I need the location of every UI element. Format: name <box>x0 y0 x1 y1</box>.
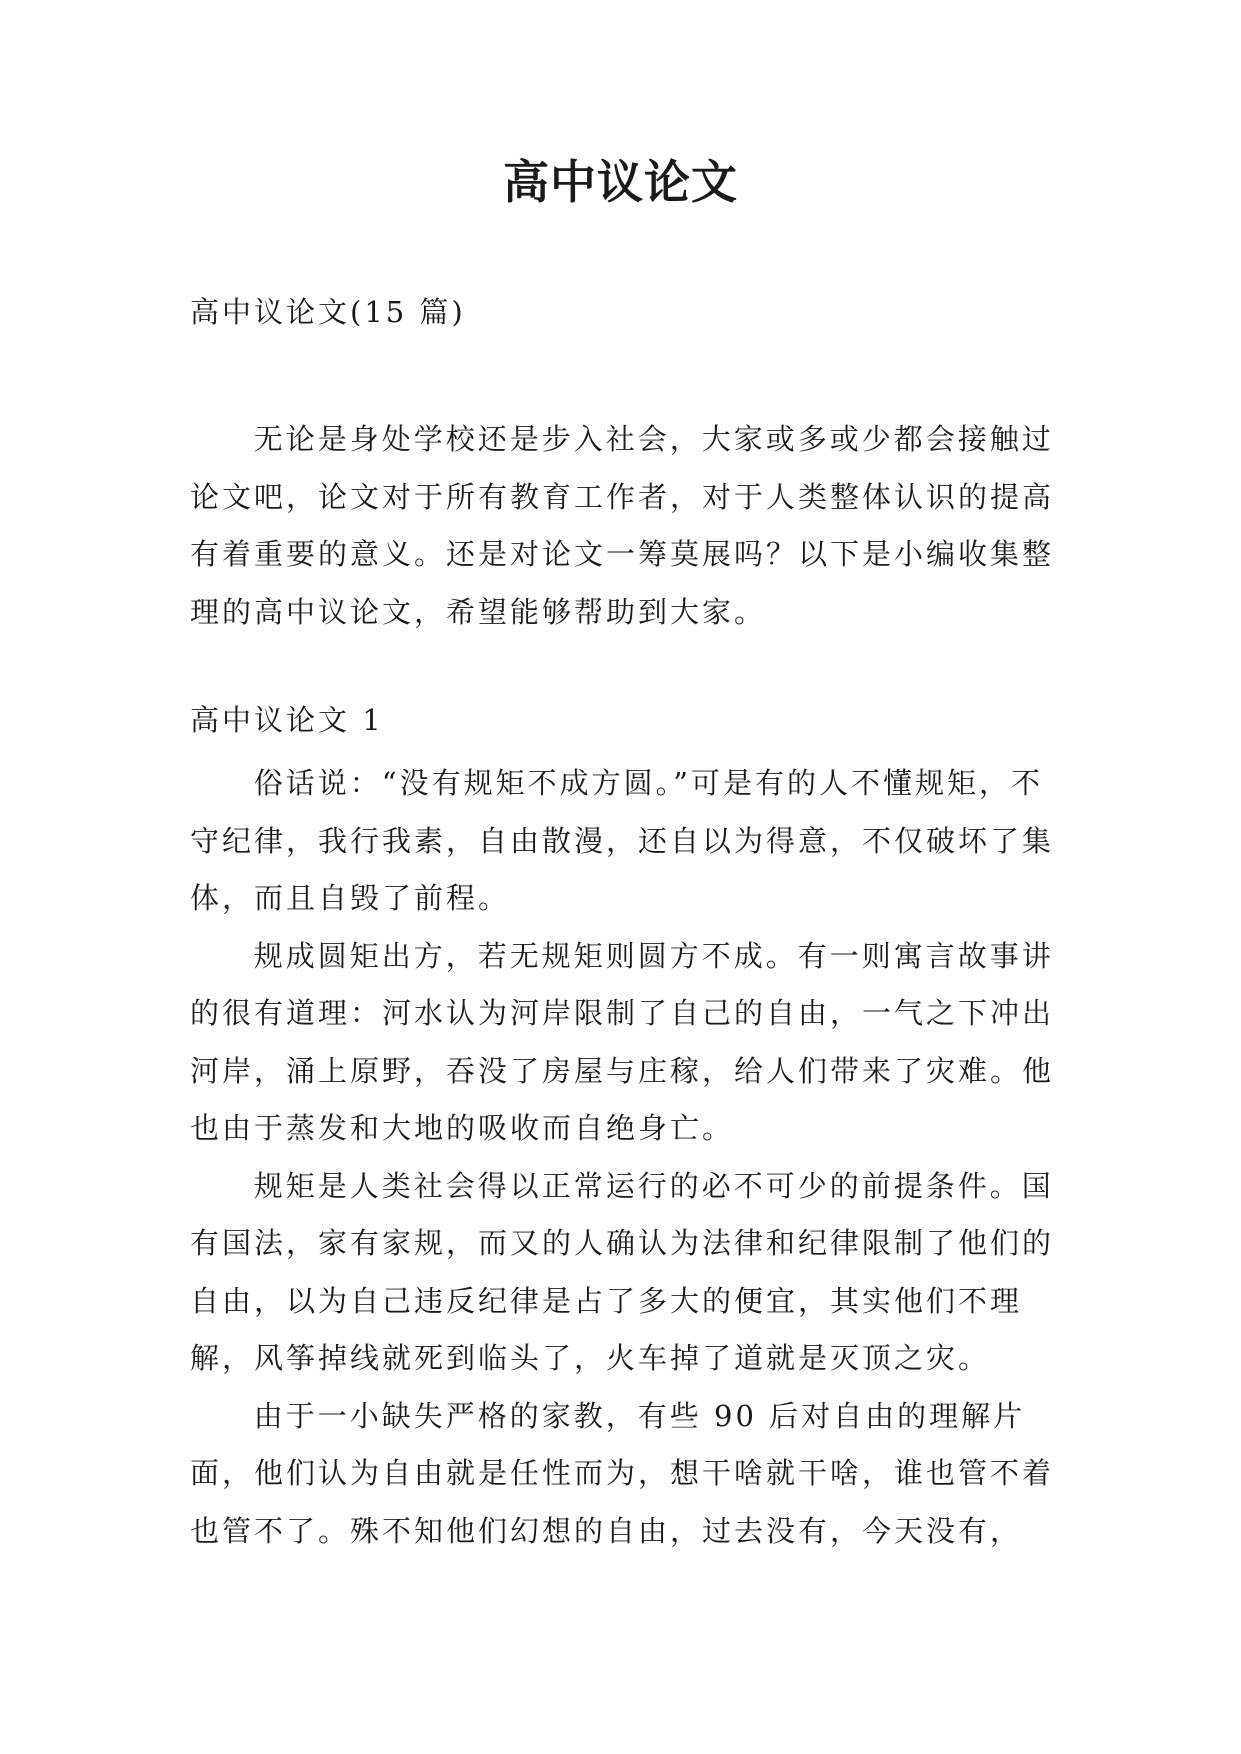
document-title: 高中议论文 <box>503 155 738 209</box>
document-subtitle: 高中议论文(15 篇) <box>190 295 466 329</box>
body-paragraph: 规成圆矩出方，若无规矩则圆方不成。有一则寓言故事讲的很有道理：河水认为河岸限制了自己的自由，一气之下冲出河岸，涌上原野，吞没了房屋与庄稼，给人们带来了灾难。他也由于蒸发和大地的吸收而自绝身亡。 <box>190 938 1055 1145</box>
section-heading: 高中议论文 1 <box>190 703 384 737</box>
body-paragraph: 规矩是人类社会得以正常运行的必不可少的前提条件。国有国法，家有家规，而又的人确认为法律和纪律限制了他们的自由，以为自己违反纪律是占了多大的便宜，其实他们不理解，风筝掉线就死到临头了，火车掉了道就是灭顶之灾。 <box>190 1168 1055 1375</box>
essay-body <box>190 755 1070 1560</box>
body-paragraph: 由于一小缺失严格的家教，有些 90 后对自由的理解片面，他们认为自由就是任性而为，想干啥就干啥，谁也管不着也管不了。殊不知他们幻想的自由，过去没有，今天没有， <box>190 1398 1055 1548</box>
body-paragraph: 俗话说：“没有规矩不成方圆。”可是有的人不懂规矩，不守纪律，我行我素，自由散漫，还自以为得意，不仅破坏了集体，而且自毁了前程。 <box>190 766 1055 915</box>
intro-paragraph: 无论是身处学校还是步入社会，大家或多或少都会接触过论文吧，论文对于所有教育工作者，对于人类整体认识的提高有着重要的意义。还是对论文一筹莫展吗？以下是小编收集整理的高中议论文，希望能够帮助到大家。 <box>190 422 1055 629</box>
